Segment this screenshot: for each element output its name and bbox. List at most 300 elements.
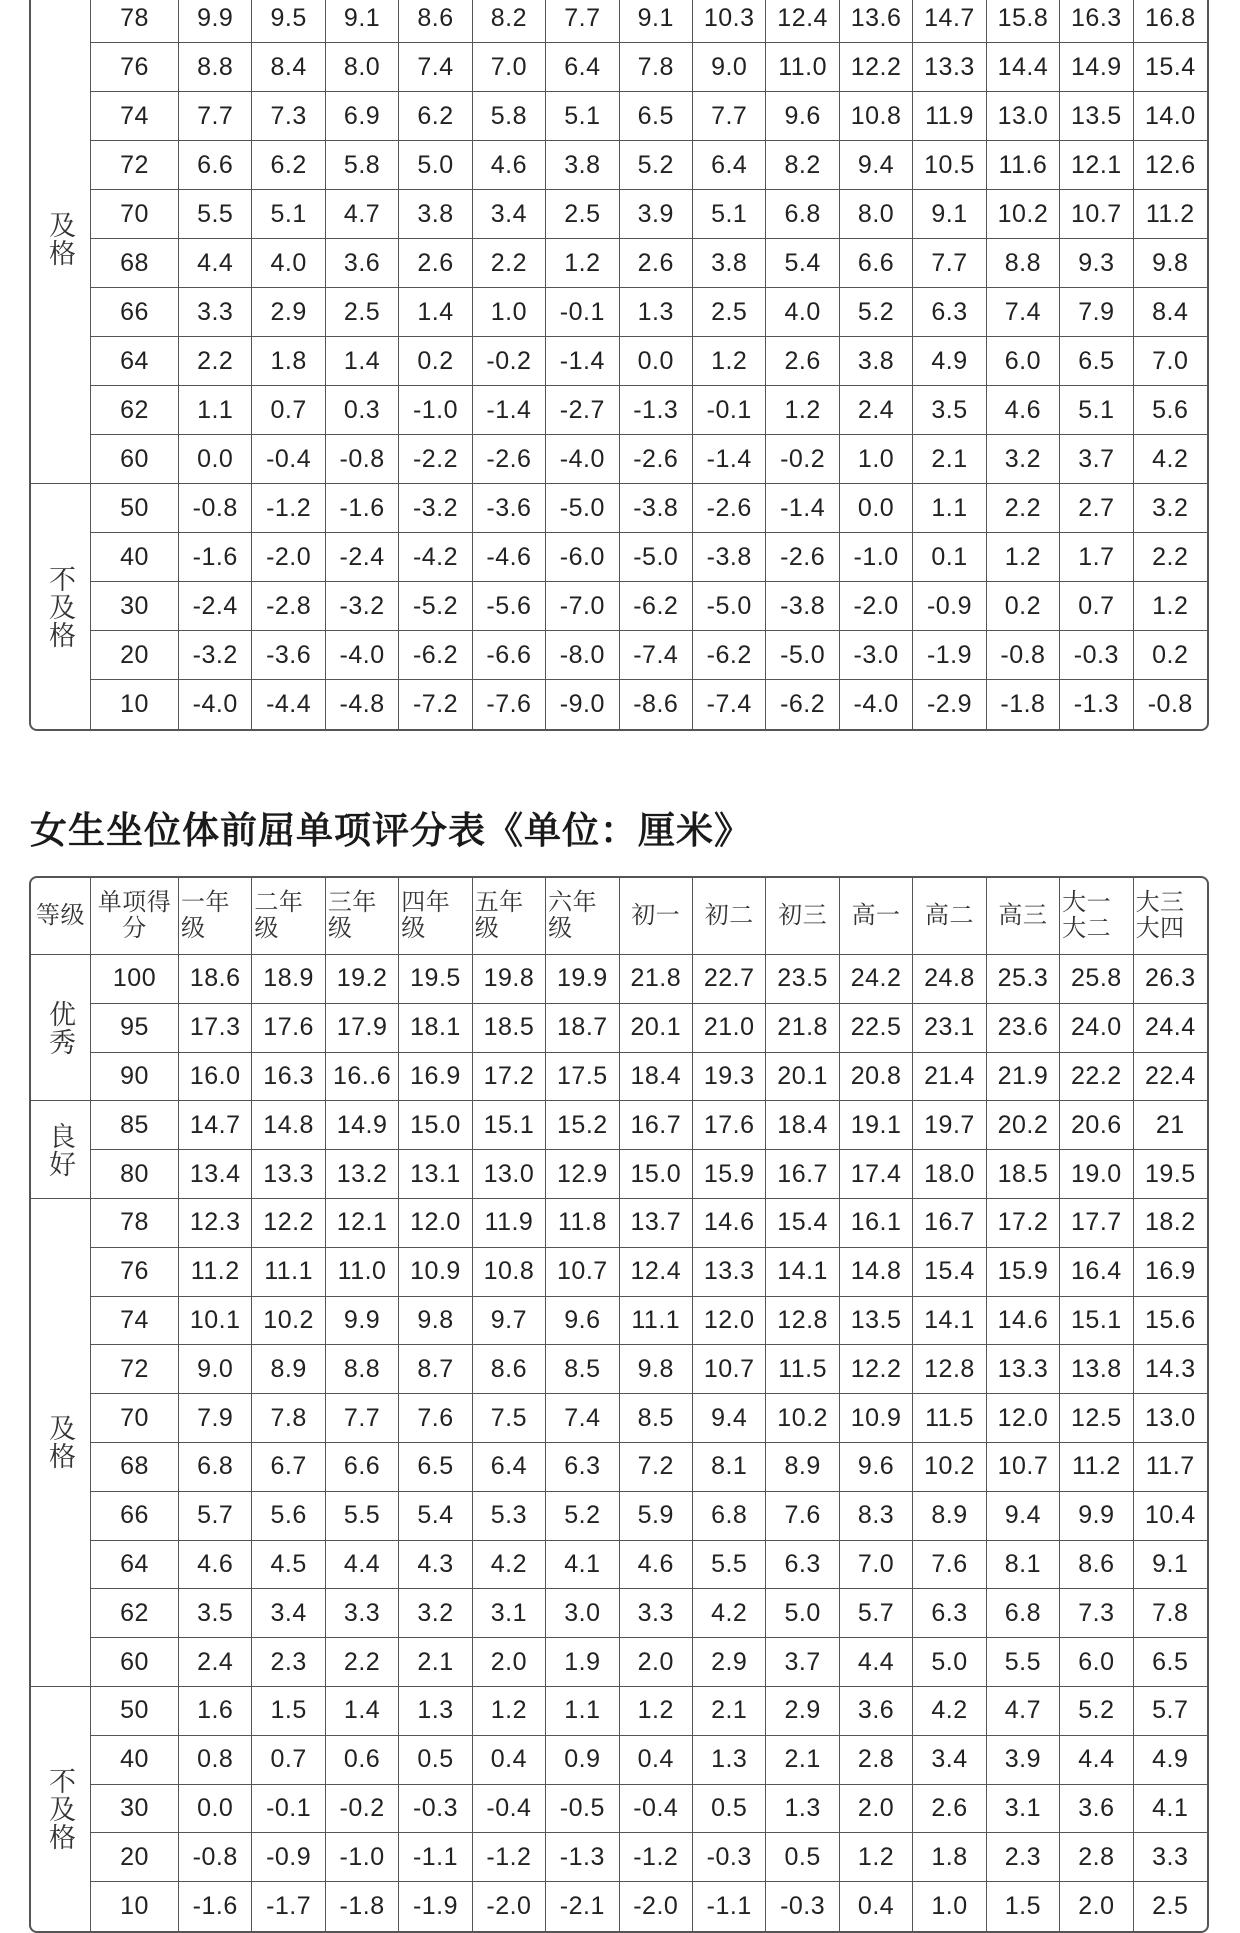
score-cell: 62 — [91, 386, 179, 435]
score-cell: 95 — [91, 1004, 179, 1053]
value-cell: 11.6 — [987, 141, 1060, 190]
value-cell: 16.1 — [840, 1199, 913, 1248]
value-cell: 6.9 — [326, 92, 399, 141]
value-cell: 19.8 — [473, 955, 546, 1004]
value-cell: 5.9 — [620, 1492, 693, 1541]
score-cell: 60 — [91, 1638, 179, 1687]
value-cell: 23.1 — [913, 1004, 986, 1053]
value-cell: 15.1 — [473, 1101, 546, 1150]
value-cell: 2.0 — [1060, 1882, 1133, 1931]
value-cell: 12.0 — [693, 1297, 766, 1346]
value-cell: 14.1 — [913, 1297, 986, 1346]
value-cell: 1.2 — [620, 1687, 693, 1736]
value-cell: -1.3 — [546, 1833, 619, 1882]
value-cell: 21.0 — [693, 1004, 766, 1053]
value-cell: -2.6 — [620, 435, 693, 484]
value-cell: 7.7 — [179, 92, 252, 141]
value-cell: -2.0 — [252, 533, 325, 582]
value-cell: 24.2 — [840, 955, 913, 1004]
value-cell: -1.4 — [473, 386, 546, 435]
value-cell: 19.1 — [840, 1101, 913, 1150]
value-cell: 13.6 — [840, 0, 913, 43]
value-cell: -1.0 — [399, 386, 472, 435]
value-cell: 12.9 — [546, 1150, 619, 1199]
value-cell: 12.2 — [840, 1345, 913, 1394]
value-cell: 5.1 — [546, 92, 619, 141]
value-cell: -1.3 — [1060, 680, 1133, 729]
value-cell: 8.3 — [840, 1492, 913, 1541]
value-cell: 2.8 — [1060, 1833, 1133, 1882]
value-cell: -4.0 — [326, 631, 399, 680]
grade-label-text: 不及格 — [45, 1766, 75, 1851]
value-cell: 13.5 — [840, 1297, 913, 1346]
value-cell: 14.8 — [252, 1101, 325, 1150]
value-cell: -2.8 — [252, 582, 325, 631]
value-cell: 9.8 — [1134, 239, 1207, 288]
value-cell: 2.0 — [620, 1638, 693, 1687]
value-cell: 9.8 — [620, 1345, 693, 1394]
value-cell: -8.0 — [546, 631, 619, 680]
value-cell: -0.1 — [546, 288, 619, 337]
value-cell: 19.3 — [693, 1053, 766, 1102]
value-cell: 8.0 — [326, 43, 399, 92]
header-column: 高二 — [913, 878, 986, 955]
value-cell: 0.8 — [179, 1736, 252, 1785]
value-cell: 2.9 — [693, 1638, 766, 1687]
value-cell: 1.8 — [913, 1833, 986, 1882]
value-cell: 11.0 — [766, 43, 839, 92]
value-cell: 5.0 — [766, 1589, 839, 1638]
value-cell: 22.5 — [840, 1004, 913, 1053]
value-cell: 6.3 — [913, 288, 986, 337]
value-cell: 5.4 — [399, 1492, 472, 1541]
value-cell: 18.9 — [252, 955, 325, 1004]
value-cell: -5.0 — [546, 484, 619, 533]
value-cell: 1.2 — [766, 386, 839, 435]
value-cell: -5.2 — [399, 582, 472, 631]
value-cell: 20.8 — [840, 1053, 913, 1102]
value-cell: 2.2 — [1134, 533, 1207, 582]
value-cell: 22.2 — [1060, 1053, 1133, 1102]
value-cell: -0.8 — [179, 1833, 252, 1882]
value-cell: 6.6 — [840, 239, 913, 288]
value-cell: -6.2 — [620, 582, 693, 631]
value-cell: 10.9 — [840, 1394, 913, 1443]
value-cell: -1.1 — [399, 1833, 472, 1882]
grade-label — [31, 0, 91, 484]
value-cell: 4.9 — [913, 337, 986, 386]
value-cell: 5.5 — [987, 1638, 1060, 1687]
score-cell: 90 — [91, 1053, 179, 1102]
value-cell: -0.3 — [399, 1785, 472, 1834]
score-cell: 66 — [91, 1492, 179, 1541]
value-cell: 11.2 — [179, 1248, 252, 1297]
value-cell: 17.3 — [179, 1004, 252, 1053]
value-cell: 2.1 — [399, 1638, 472, 1687]
value-cell: 18.5 — [987, 1150, 1060, 1199]
value-cell: -1.9 — [913, 631, 986, 680]
value-cell: 7.2 — [620, 1443, 693, 1492]
value-cell: 2.3 — [987, 1833, 1060, 1882]
value-cell: 5.2 — [546, 1492, 619, 1541]
value-cell: 2.9 — [252, 288, 325, 337]
value-cell: 4.2 — [473, 1541, 546, 1590]
value-cell: -0.8 — [326, 435, 399, 484]
value-cell: 6.0 — [987, 337, 1060, 386]
value-cell: 1.3 — [620, 288, 693, 337]
value-cell: 9.3 — [1060, 239, 1133, 288]
value-cell: -7.0 — [546, 582, 619, 631]
value-cell: 0.7 — [252, 386, 325, 435]
value-cell: -1.2 — [620, 1833, 693, 1882]
value-cell: 5.4 — [766, 239, 839, 288]
value-cell: 7.0 — [1134, 337, 1207, 386]
value-cell: 8.9 — [252, 1345, 325, 1394]
value-cell: 4.6 — [620, 1541, 693, 1590]
value-cell: 4.1 — [546, 1541, 619, 1590]
value-cell: -0.8 — [1147, 690, 1193, 718]
value-cell: 3.0 — [546, 1589, 619, 1638]
score-cell: 78 — [91, 0, 179, 43]
value-cell: 7.9 — [179, 1394, 252, 1443]
value-cell: 0.9 — [546, 1736, 619, 1785]
value-cell: 5.6 — [1134, 386, 1207, 435]
value-cell: 9.1 — [1134, 1541, 1207, 1590]
value-cell: 5.5 — [693, 1541, 766, 1590]
score-cell: 50 — [91, 1687, 179, 1736]
value-cell: 4.4 — [1060, 1736, 1133, 1785]
value-cell: 3.1 — [987, 1785, 1060, 1834]
value-cell: 18.0 — [913, 1150, 986, 1199]
value-cell: 13.3 — [913, 43, 986, 92]
value-cell: 1.2 — [840, 1833, 913, 1882]
grade-label — [31, 484, 91, 729]
header-score: 单项得分 — [91, 878, 179, 955]
score-cell: 76 — [91, 1248, 179, 1297]
value-cell: 10.2 — [766, 1394, 839, 1443]
value-cell: 7.7 — [693, 92, 766, 141]
value-cell: -7.4 — [620, 631, 693, 680]
value-cell: 16.3 — [1060, 0, 1133, 43]
value-cell: 15.1 — [1060, 1297, 1133, 1346]
score-cell: 40 — [91, 1736, 179, 1785]
value-cell: 7.4 — [546, 1394, 619, 1443]
value-cell: 7.7 — [326, 1394, 399, 1443]
score-cell: 30 — [91, 582, 179, 631]
value-cell: 9.9 — [179, 0, 252, 43]
value-cell: 10.8 — [473, 1248, 546, 1297]
value-cell: 6.2 — [399, 92, 472, 141]
value-cell: 2.7 — [1060, 484, 1133, 533]
value-cell: 8.4 — [252, 43, 325, 92]
value-cell: 6.6 — [179, 141, 252, 190]
value-cell: 5.5 — [326, 1492, 399, 1541]
value-cell: 3.3 — [326, 1589, 399, 1638]
value-cell: 15.9 — [987, 1248, 1060, 1297]
value-cell: -0.4 — [473, 1785, 546, 1834]
value-cell: 12.2 — [840, 43, 913, 92]
value-cell: 8.9 — [766, 1443, 839, 1492]
value-cell: 5.7 — [179, 1492, 252, 1541]
score-cell: 66 — [91, 288, 179, 337]
value-cell: 12.4 — [620, 1248, 693, 1297]
value-cell: -2.0 — [620, 1882, 693, 1931]
value-cell: -0.9 — [252, 1833, 325, 1882]
value-cell: -1.1 — [693, 1882, 766, 1931]
value-cell: 2.5 — [546, 190, 619, 239]
grade-label — [31, 955, 91, 1101]
value-cell: 25.3 — [987, 955, 1060, 1004]
value-cell: 21.9 — [987, 1053, 1060, 1102]
value-cell: 19.5 — [399, 955, 472, 1004]
value-cell: 3.8 — [840, 337, 913, 386]
value-cell: 16.0 — [179, 1053, 252, 1102]
value-cell: 3.5 — [913, 386, 986, 435]
value-cell: 9.4 — [693, 1394, 766, 1443]
value-cell: -0.3 — [693, 1833, 766, 1882]
value-cell: 20.1 — [620, 1004, 693, 1053]
value-cell: -1.2 — [473, 1833, 546, 1882]
value-cell: 2.1 — [913, 435, 986, 484]
value-cell: -2.7 — [546, 386, 619, 435]
value-cell: 18.4 — [766, 1101, 839, 1150]
value-cell: 0.0 — [179, 435, 252, 484]
value-cell: 19.0 — [1060, 1150, 1133, 1199]
value-cell: 8.9 — [913, 1492, 986, 1541]
value-cell: -8.6 — [620, 680, 693, 729]
value-cell: 10.8 — [840, 92, 913, 141]
value-cell: 5.1 — [252, 190, 325, 239]
value-cell: -4.2 — [399, 533, 472, 582]
value-cell: 2.1 — [766, 1736, 839, 1785]
value-cell: 10.2 — [252, 1297, 325, 1346]
value-cell: -4.0 — [546, 435, 619, 484]
value-cell: 13.1 — [399, 1150, 472, 1199]
value-cell: -1.6 — [179, 533, 252, 582]
value-cell: 0.6 — [326, 1736, 399, 1785]
grade-label-text: 良好 — [45, 1121, 75, 1178]
value-cell: 17.5 — [546, 1053, 619, 1102]
value-cell: 14.9 — [1060, 43, 1133, 92]
value-cell: 1.1 — [913, 484, 986, 533]
value-cell: 14.1 — [766, 1248, 839, 1297]
value-cell: 6.5 — [1060, 337, 1133, 386]
value-cell: 0.7 — [252, 1736, 325, 1785]
value-cell: 2.1 — [693, 1687, 766, 1736]
value-cell: 15.4 — [766, 1199, 839, 1248]
value-cell: 4.0 — [766, 288, 839, 337]
value-cell: 2.2 — [326, 1638, 399, 1687]
value-cell: 3.9 — [620, 190, 693, 239]
value-cell: 1.4 — [326, 1687, 399, 1736]
value-cell: 7.7 — [546, 0, 619, 43]
score-cell: 64 — [91, 337, 179, 386]
value-cell: 9.4 — [840, 141, 913, 190]
value-cell: 5.0 — [399, 141, 472, 190]
page-title: 女生坐位体前屈单项评分表《单位：厘米》 — [30, 810, 752, 851]
value-cell: -2.0 — [473, 1882, 546, 1931]
value-cell: 7.0 — [473, 43, 546, 92]
value-cell: -2.6 — [766, 533, 839, 582]
value-cell: 1.0 — [840, 435, 913, 484]
value-cell: 19.5 — [1134, 1150, 1207, 1199]
value-cell: 6.8 — [766, 190, 839, 239]
score-cell: 76 — [91, 43, 179, 92]
score-cell: 72 — [91, 1345, 179, 1394]
value-cell: 12.1 — [1060, 141, 1133, 190]
value-cell: 12.4 — [766, 0, 839, 43]
value-cell: 1.3 — [766, 1785, 839, 1834]
value-cell: 8.1 — [693, 1443, 766, 1492]
value-cell: 3.9 — [987, 1736, 1060, 1785]
value-cell: 13.3 — [252, 1150, 325, 1199]
value-cell: 2.2 — [179, 337, 252, 386]
value-cell: 3.3 — [620, 1589, 693, 1638]
value-cell: -0.2 — [473, 337, 546, 386]
value-cell: -6.0 — [546, 533, 619, 582]
value-cell: -5.0 — [766, 631, 839, 680]
value-cell: 18.6 — [179, 955, 252, 1004]
value-cell: 16.7 — [620, 1101, 693, 1150]
score-cell: 72 — [91, 141, 179, 190]
score-cell: 74 — [91, 1297, 179, 1346]
value-cell: 1.0 — [913, 1882, 986, 1931]
value-cell: 24.8 — [913, 955, 986, 1004]
score-cell: 60 — [91, 435, 179, 484]
value-cell: -3.2 — [326, 582, 399, 631]
value-cell: -2.6 — [693, 484, 766, 533]
value-cell: 22.7 — [693, 955, 766, 1004]
value-cell: 2.4 — [179, 1638, 252, 1687]
value-cell: 11.1 — [620, 1297, 693, 1346]
value-cell: 3.6 — [1060, 1785, 1133, 1834]
value-cell: 21.4 — [913, 1053, 986, 1102]
value-cell: 5.8 — [326, 141, 399, 190]
score-cell: 85 — [91, 1101, 179, 1150]
previous-score-table — [29, 0, 1209, 731]
value-cell: 13.0 — [1134, 1394, 1207, 1443]
value-cell: 2.3 — [252, 1638, 325, 1687]
value-cell: 7.3 — [252, 92, 325, 141]
value-cell: -5.6 — [473, 582, 546, 631]
value-cell: 6.8 — [987, 1589, 1060, 1638]
value-cell: -2.4 — [179, 582, 252, 631]
value-cell: -2.6 — [473, 435, 546, 484]
value-cell: -2.9 — [913, 680, 986, 729]
value-cell: 1.9 — [546, 1638, 619, 1687]
value-cell: 5.2 — [840, 288, 913, 337]
value-cell: -0.2 — [326, 1785, 399, 1834]
value-cell: 16.9 — [1134, 1248, 1207, 1297]
value-cell: -1.6 — [179, 1882, 252, 1931]
value-cell: 10.4 — [1134, 1492, 1207, 1541]
value-cell: -1.2 — [252, 484, 325, 533]
value-cell: 12.8 — [766, 1297, 839, 1346]
value-cell: -0.8 — [179, 484, 252, 533]
value-cell: 12.2 — [252, 1199, 325, 1248]
value-cell: 8.2 — [766, 141, 839, 190]
value-cell: -0.3 — [766, 1882, 839, 1931]
value-cell: 1.6 — [179, 1687, 252, 1736]
value-cell: -6.2 — [693, 631, 766, 680]
value-cell: 11.5 — [766, 1345, 839, 1394]
value-cell: -3.6 — [252, 631, 325, 680]
score-cell: 30 — [91, 1785, 179, 1834]
value-cell: -3.8 — [693, 533, 766, 582]
value-cell: 0.0 — [179, 1785, 252, 1834]
previous-score-table-grid — [31, 0, 1207, 729]
value-cell: 8.6 — [399, 0, 472, 43]
score-cell: 50 — [91, 484, 179, 533]
value-cell: 7.6 — [766, 1492, 839, 1541]
value-cell: 5.6 — [252, 1492, 325, 1541]
value-cell: 13.8 — [1060, 1345, 1133, 1394]
value-cell: 14.4 — [987, 43, 1060, 92]
value-cell: 17.4 — [840, 1150, 913, 1199]
value-cell: 4.4 — [840, 1638, 913, 1687]
value-cell: -4.8 — [326, 680, 399, 729]
value-cell: 2.0 — [473, 1638, 546, 1687]
value-cell: 3.6 — [840, 1687, 913, 1736]
value-cell: -1.4 — [766, 484, 839, 533]
value-cell: 8.4 — [1134, 288, 1207, 337]
value-cell: -1.0 — [326, 1833, 399, 1882]
value-cell: 4.9 — [1134, 1736, 1207, 1785]
value-cell: 1.2 — [546, 239, 619, 288]
value-cell: -0.8 — [987, 631, 1060, 680]
value-cell: 1.5 — [252, 1687, 325, 1736]
value-cell: 3.1 — [473, 1589, 546, 1638]
grade-label-text: 及格 — [45, 210, 75, 267]
value-cell: 4.1 — [1134, 1785, 1207, 1834]
value-cell: 5.5 — [179, 190, 252, 239]
value-cell: 0.2 — [1134, 631, 1207, 680]
value-cell: 6.0 — [1060, 1638, 1133, 1687]
value-cell: 6.3 — [766, 1541, 839, 1590]
value-cell: 0.4 — [620, 1736, 693, 1785]
value-cell: 11.2 — [1060, 1443, 1133, 1492]
value-cell: 6.6 — [326, 1443, 399, 1492]
value-cell: 12.0 — [399, 1199, 472, 1248]
value-cell: 4.2 — [693, 1589, 766, 1638]
value-cell: 2.6 — [913, 1785, 986, 1834]
value-cell: 4.7 — [326, 190, 399, 239]
value-cell: 5.1 — [693, 190, 766, 239]
value-cell: -1.6 — [326, 484, 399, 533]
score-cell: 40 — [91, 533, 179, 582]
value-cell: 20.2 — [987, 1101, 1060, 1150]
value-cell: 18.5 — [473, 1004, 546, 1053]
value-cell: 9.6 — [546, 1297, 619, 1346]
value-cell: 13.4 — [179, 1150, 252, 1199]
value-cell: 12.1 — [326, 1199, 399, 1248]
value-cell: 7.4 — [399, 43, 472, 92]
value-cell: -1.4 — [546, 337, 619, 386]
value-cell: 7.8 — [620, 43, 693, 92]
value-cell: 2.5 — [693, 288, 766, 337]
value-cell: 10.2 — [987, 190, 1060, 239]
value-cell: -2.1 — [546, 1882, 619, 1931]
value-cell: 5.2 — [1060, 1687, 1133, 1736]
value-cell: 3.4 — [913, 1736, 986, 1785]
value-cell: 3.6 — [326, 239, 399, 288]
value-cell: 17.9 — [326, 1004, 399, 1053]
value-cell: -0.2 — [766, 435, 839, 484]
value-cell: 21.8 — [620, 955, 693, 1004]
value-cell: -4.6 — [473, 533, 546, 582]
value-cell: 4.2 — [1134, 435, 1207, 484]
sit-and-reach-score-table — [29, 876, 1209, 1933]
